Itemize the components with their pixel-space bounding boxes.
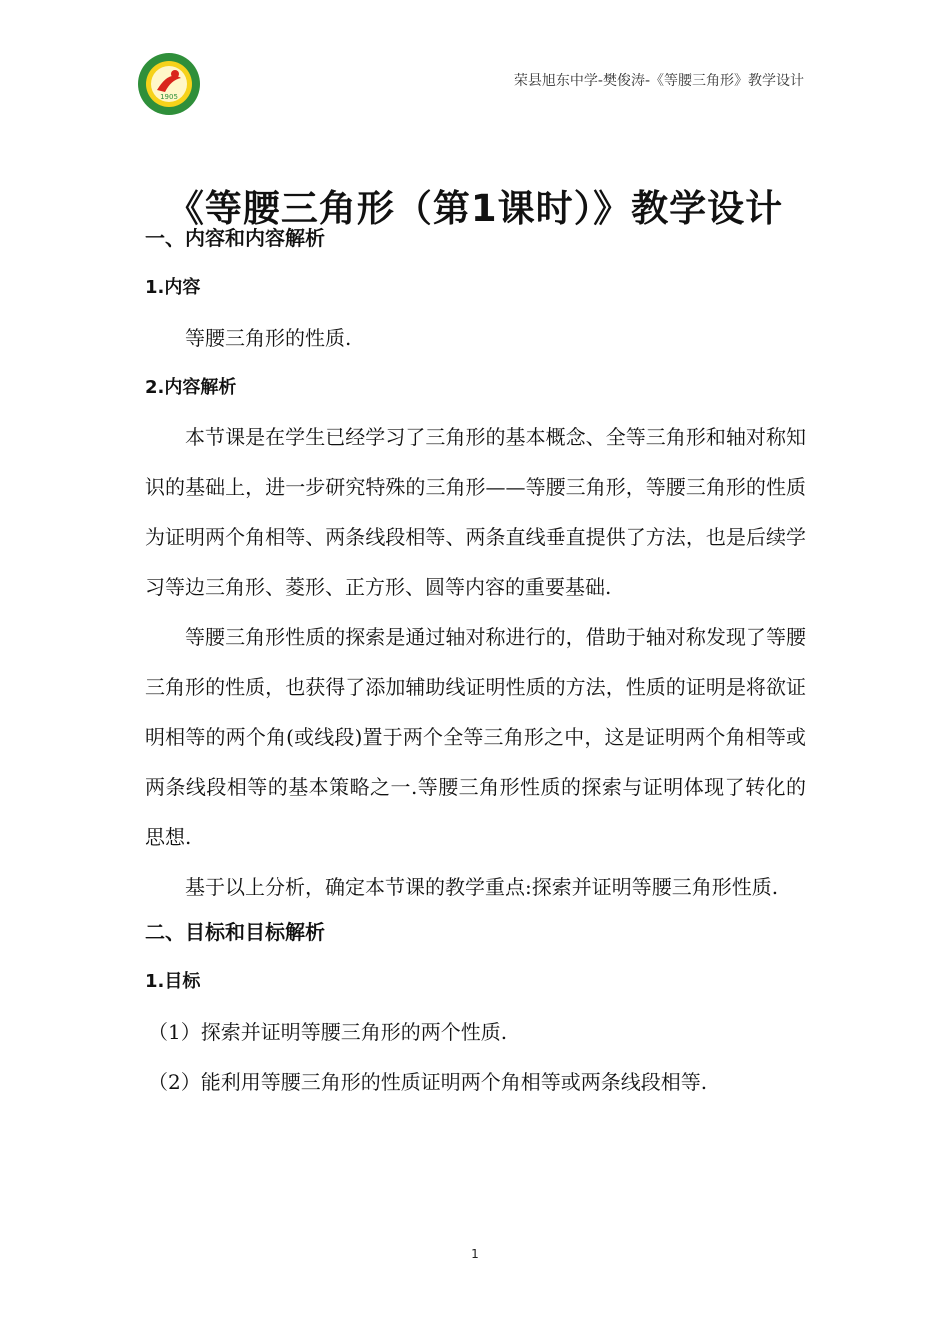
- paragraph: 等腰三角形的性质.: [185, 326, 352, 350]
- list-item: （1）探索并证明等腰三角形的两个性质.: [148, 1020, 508, 1044]
- section-heading: 一、内容和内容解析: [145, 226, 325, 250]
- subsection-heading: 1.目标: [145, 971, 201, 992]
- paragraph: 本节课是在学生已经学习了三角形的基本概念、全等三角形和轴对称知识的基础上，进一步研究特殊的三角形——等腰三角形，等腰三角形的性质为证明两个角相等、两条线段相等、两条直线垂直提供了方法，也是后续学习等边三角形、菱形、正方形、圆等内容的重要基础.: [145, 425, 806, 599]
- page-number: 1: [471, 1247, 479, 1261]
- document-title: 《等腰三角形（第1课时）》教学设计: [166, 187, 784, 230]
- paragraph: 基于以上分析，确定本节课的教学重点:探索并证明等腰三角形性质.: [185, 875, 779, 899]
- logo-year: 1905: [160, 93, 178, 101]
- list-item: （2）能利用等腰三角形的性质证明两个角相等或两条线段相等.: [148, 1070, 708, 1094]
- paragraph: 等腰三角形性质的探索是通过轴对称进行的，借助于轴对称发现了等腰三角形的性质，也获得了添加辅助线证明性质的方法，性质的证明是将欲证明相等的两个角(或线段)置于两个全等三角形之中，这是证明两个角相等或两条线段相等的基本策略之一.等腰三角形性质的探索与证明体现了转化的思想.: [145, 625, 806, 849]
- subsection-heading: 2.内容解析: [145, 377, 237, 398]
- section-heading: 二、目标和目标解析: [145, 920, 325, 944]
- document-body: [145, 226, 806, 1094]
- subsection-heading: 1.内容: [145, 277, 201, 298]
- school-logo: [137, 52, 201, 116]
- running-header: 荣县旭东中学-樊俊涛-《等腰三角形》教学设计: [513, 73, 804, 89]
